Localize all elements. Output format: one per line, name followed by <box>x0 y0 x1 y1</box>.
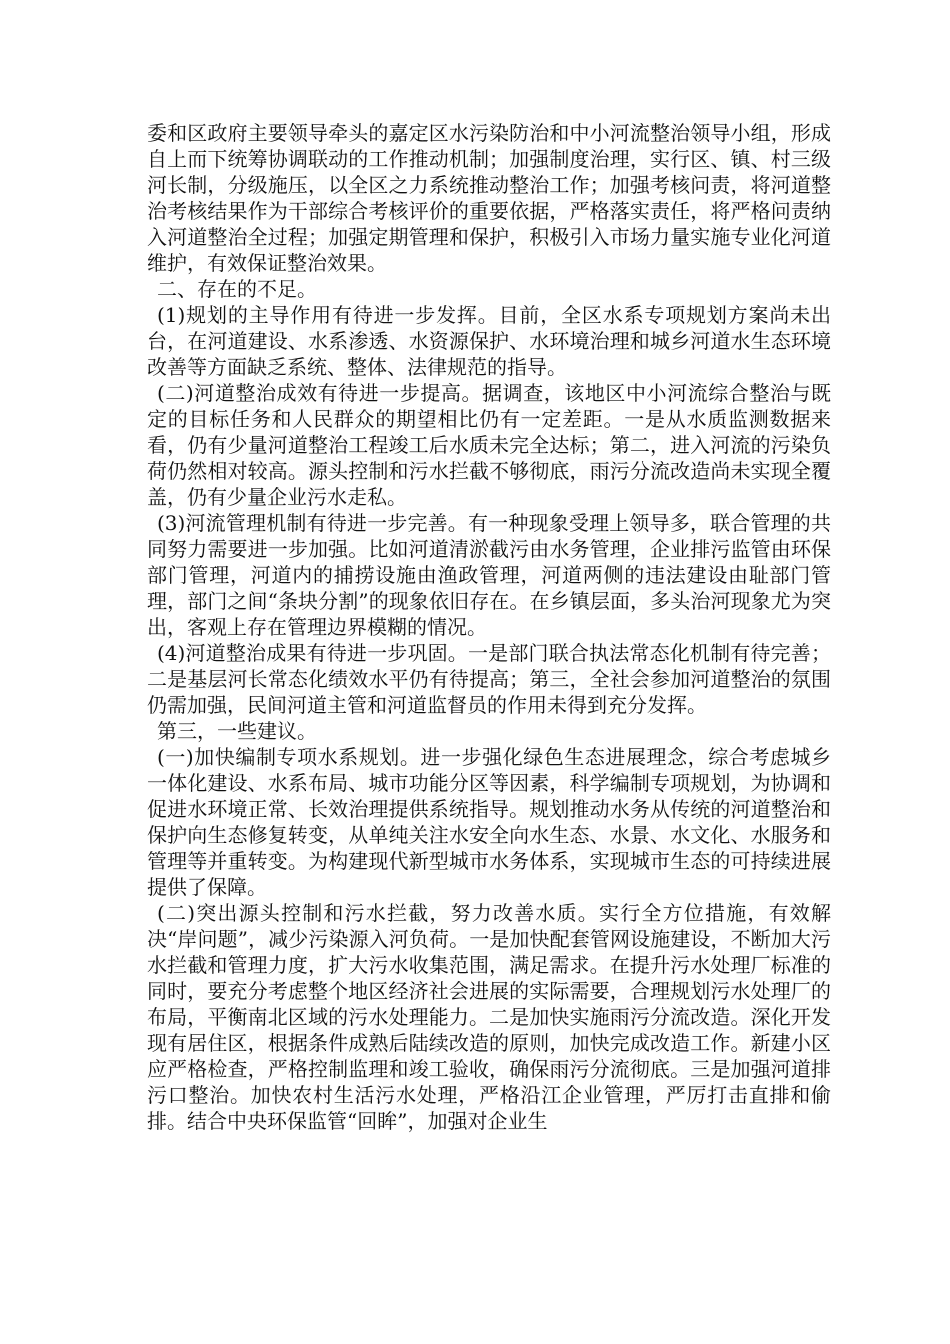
paragraph-intro-continuation: 委和区政府主要领导牵头的嘉定区水污染防治和中小河流整治领导小组，形成自上而下统筹协调联动的工作推动机制；加强制度治理，实行区、镇、村三级河长制，分级施压，以全区之力系统推动整治工作；加强考核问责，将河道整治考核结果作为干部综合考核评价的重要依据，严格落实责任，将严格问责纳入河道整治全过程；加强定期管理和保护，积极引入市场力量实施专业化河道维护，有效保证整治效果。 <box>147 121 831 275</box>
paragraph-shortfall-consolidation: (4)河道整治成果有待进一步巩固。一是部门联合执法常态化机制有待完善；二是基层河长常态化绩效水平仍有待提高；第三，全社会参加河道整治的氛围仍需加强，民间河道主管和河道监督员的作用未得到充分发挥。 <box>147 641 831 717</box>
paragraph-shortfall-mechanism: (3)河流管理机制有待进一步完善。有一种现象受理上领导多，联合管理的共同努力需要进一步加强。比如河道清淤截污由水务管理，企业排污监管由环保部门管理，河道内的捕捞设施由渔政管理，河道两侧的违法建设由耻部门管理，部门之间“条块分割”的现象依旧存在。在乡镇层面，多头治河现象尤为突出，客观上存在管理边界模糊的情况。 <box>147 511 831 639</box>
paragraph-suggestion-source-control: (二)突出源头控制和污水拦截，努力改善水质。实行全方位措施，有效解决“岸问题”，减少污染源入河负荷。一是加快配套管网设施建设，不断加大污水拦截和管理力度，扩大污水收集范围，满足需求。在提升污水处理厂标准的同时，要充分考虑整个地区经济社会进展的实际需要，合理规划污水处理厂的布局，平衡南北区域的污水处理能力。二是加快实施雨污分流改造。深化开发现有居住区，根据条件成熟后陆续改造的原则，加快完成改造工作。新建小区应严格检查，严格控制监理和竣工验收，确保雨污分流彻底。三是加强河道排污口整治。加快农村生活污水处理，严格沿江企业管理，严厉打击直排和偷排。结合中央环保监管“回眸”，加强对企业生 <box>147 901 831 1133</box>
section-heading-suggestions: 第三，一些建议。 <box>157 719 317 743</box>
document-body <box>147 120 831 1134</box>
paragraph-shortfall-effectiveness: (二)河道整治成效有待进一步提高。据调查，该地区中小河流综合整治与既定的目标任务和人民群众的期望相比仍有一定差距。一是从水质监测数据来看，仍有少量河道整治工程竣工后水质未完全达标；第二，进入河流的污染负荷仍然相对较高。源头控制和污水拦截不够彻底，雨污分流改造尚未实现全覆盖，仍有少量企业污水走私。 <box>147 381 831 509</box>
section-heading-shortcomings: 二、存在的不足。 <box>157 277 317 301</box>
paragraph-suggestion-planning: (一)加快编制专项水系规划。进一步强化绿色生态进展理念，综合考虑城乡一体化建设、水系布局、城市功能分区等因素，科学编制专项规划，为协调和促进水环境正常、长效治理提供系统指导。规划推动水务从传统的河道整治和保护向生态修复转变，从单纯关注水安全向水生态、水景、水文化、水服务和管理等并重转变。为构建现代新型城市水务体系，实现城市生态的可持续进展提供了保障。 <box>147 745 831 899</box>
paragraph-shortfall-planning: (1)规划的主导作用有待进一步发挥。目前，全区水系专项规划方案尚未出台，在河道建设、水系渗透、水资源保护、水环境治理和城乡河道水生态环境改善等方面缺乏系统、整体、法律规范的指导。 <box>147 303 831 379</box>
